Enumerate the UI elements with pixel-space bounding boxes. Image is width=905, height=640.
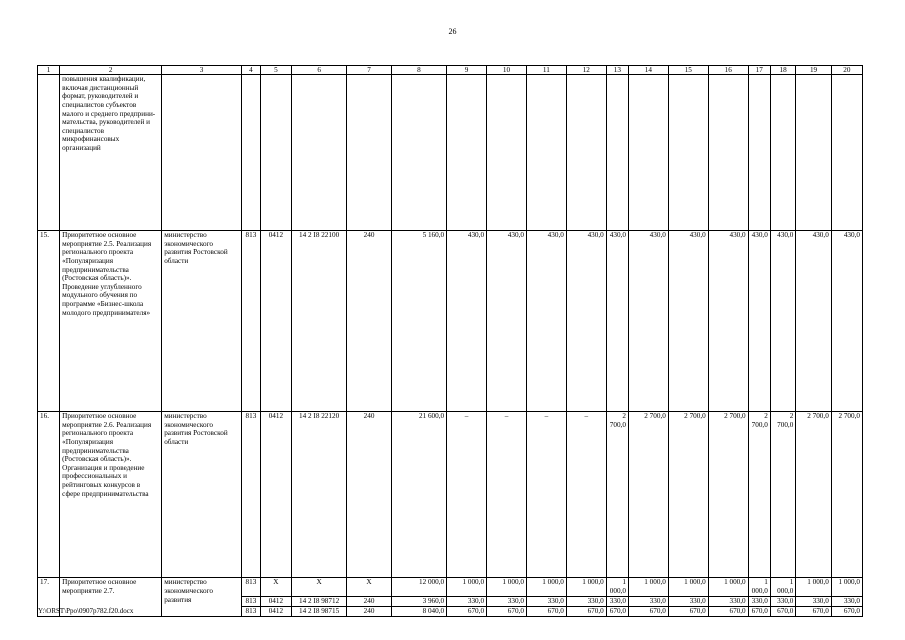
year-amount: 1 000,0 [487,578,527,597]
section-code: 0412 [260,607,291,617]
year-amount: 2 700,0 [668,412,708,578]
gr-code: 813 [242,597,261,607]
activity-description: Приоритетное основное мероприятие 2.5. Реализация регионального проекта «Популяризация предпринимательства (Ростовская область)». Проведение углубленного модульного обучения по программе «Бизнес-школа молодого предпринимателя» [60,231,162,412]
executor: министерство экономического развития Ростовской области [162,231,242,412]
year-amount: 1 000,0 [447,578,487,597]
year-amount: 670,0 [606,607,628,617]
year-amount: – [487,412,527,578]
col-header: 16 [708,66,748,75]
year-amount: 2 700,0 [708,412,748,578]
expense-type: 240 [347,412,391,578]
col-header: 4 [242,66,261,75]
header-row [38,66,863,75]
col-header: 18 [770,66,796,75]
year-amount: 670,0 [526,607,566,617]
col-header: 6 [291,66,346,75]
year-amount: 670,0 [566,607,606,617]
page-number: 26 [448,27,457,36]
year-amount: 330,0 [447,597,487,607]
year-amount: 430,0 [566,231,606,412]
year-amount: 330,0 [628,597,668,607]
empty-cell [391,75,446,231]
activity-description: Приоритетное основное мероприятие 2.7. [60,578,162,617]
total-amount: 5 160,0 [391,231,446,412]
year-amount: 430,0 [526,231,566,412]
row-number-cell [38,75,60,231]
gr-code: 813 [242,231,261,412]
empty-cell [748,75,770,231]
expense-type: X [347,578,391,597]
executor: министерство экономического развития Ростовской области [162,412,242,578]
year-amount: 670,0 [796,607,831,617]
executor: министерство экономического развития [162,578,242,617]
year-amount: 670,0 [668,607,708,617]
year-amount: 1 000,0 [708,578,748,597]
target-code: 14 2 I8 98715 [291,607,346,617]
table-row [38,578,863,597]
empty-cell [260,75,291,231]
gr-code: 813 [242,607,261,617]
year-amount: 330,0 [770,597,796,607]
col-header: 19 [796,66,831,75]
year-amount: 430,0 [708,231,748,412]
year-amount: 2 700,0 [606,412,628,578]
year-amount: 430,0 [831,231,862,412]
year-amount: 670,0 [831,607,862,617]
col-header: 2 [60,66,162,75]
year-amount: 1 000,0 [566,578,606,597]
col-header: 11 [526,66,566,75]
total-amount: 3 960,0 [391,597,446,607]
year-amount: 670,0 [748,607,770,617]
section-code: 0412 [260,597,291,607]
empty-cell [347,75,391,231]
year-amount: 330,0 [526,597,566,607]
table-row [38,412,863,578]
empty-cell [566,75,606,231]
col-header: 12 [566,66,606,75]
year-amount: 430,0 [668,231,708,412]
year-amount: 330,0 [708,597,748,607]
year-amount: – [447,412,487,578]
expense-type: 240 [347,597,391,607]
col-header: 17 [748,66,770,75]
continuation-text: повышения квалификации, включая дистанционный формат, руководителей и специалистов субъектов малого и среднего предприни-мательства, руководителей и специалистов микрофинансовых организаций [60,75,162,231]
empty-cell [291,75,346,231]
table-row [38,231,863,412]
year-amount: 670,0 [447,607,487,617]
year-amount: 430,0 [770,231,796,412]
expense-type: 240 [347,607,391,617]
target-code: 14 2 I8 98712 [291,597,346,607]
col-header: 14 [628,66,668,75]
year-amount: 330,0 [796,597,831,607]
year-amount: – [566,412,606,578]
year-amount: 2 700,0 [748,412,770,578]
year-amount: 670,0 [487,607,527,617]
year-amount: 330,0 [487,597,527,607]
year-amount: 670,0 [708,607,748,617]
year-amount: 1 000,0 [668,578,708,597]
year-amount: 1 000,0 [831,578,862,597]
year-amount: 670,0 [628,607,668,617]
col-header: 3 [162,66,242,75]
empty-cell [447,75,487,231]
year-amount: 1 000,0 [770,578,796,597]
col-header: 20 [831,66,862,75]
section-code: 0412 [260,412,291,578]
target-code: 14 2 I8 22120 [291,412,346,578]
file-path-footer: Y:\ORST\Ppo\0907p782.f20.docx [38,607,134,615]
year-amount: 1 000,0 [526,578,566,597]
col-header: 15 [668,66,708,75]
total-amount: 12 000,0 [391,578,446,597]
year-amount: 430,0 [628,231,668,412]
year-amount: 1 000,0 [606,578,628,597]
row-number: 16. [38,412,60,578]
year-amount: 2 700,0 [770,412,796,578]
year-amount: 330,0 [831,597,862,607]
expense-type: 240 [347,231,391,412]
year-amount: 330,0 [748,597,770,607]
empty-cell [606,75,628,231]
program-table [37,65,863,617]
year-amount: 330,0 [606,597,628,607]
year-amount: 430,0 [606,231,628,412]
col-header: 1 [38,66,60,75]
empty-cell [487,75,527,231]
col-header: 8 [391,66,446,75]
year-amount: 2 700,0 [796,412,831,578]
gr-code: 813 [242,578,261,597]
year-amount: 430,0 [796,231,831,412]
row-number: 15. [38,231,60,412]
section-code: X [260,578,291,597]
empty-cell [708,75,748,231]
empty-cell [796,75,831,231]
section-code: 0412 [260,231,291,412]
gr-code: 813 [242,412,261,578]
continuation-row [38,75,863,231]
year-amount: 430,0 [447,231,487,412]
target-code: 14 2 I8 22100 [291,231,346,412]
col-header: 13 [606,66,628,75]
col-header: 9 [447,66,487,75]
empty-cell [162,75,242,231]
year-amount: 1 000,0 [796,578,831,597]
empty-cell [526,75,566,231]
year-amount: – [526,412,566,578]
year-amount: 2 700,0 [628,412,668,578]
col-header: 10 [487,66,527,75]
total-amount: 21 600,0 [391,412,446,578]
year-amount: 330,0 [566,597,606,607]
year-amount: 2 700,0 [831,412,862,578]
row-number: 17. [38,578,60,617]
col-header: 7 [347,66,391,75]
year-amount: 1 000,0 [628,578,668,597]
year-amount: 330,0 [668,597,708,607]
empty-cell [628,75,668,231]
activity-description: Приоритетное основное мероприятие 2.6. Реализация регионального проекта «Популяризация предпринимательства (Ростовская область)». Организация и проведение профессиональных и рейтинговых конкурсов в сфере предпринимательства [60,412,162,578]
col-header: 5 [260,66,291,75]
year-amount: 430,0 [748,231,770,412]
empty-cell [831,75,862,231]
year-amount: 670,0 [770,607,796,617]
empty-cell [668,75,708,231]
year-amount: 430,0 [487,231,527,412]
empty-cell [242,75,261,231]
empty-cell [770,75,796,231]
year-amount: 1 000,0 [748,578,770,597]
target-code: X [291,578,346,597]
total-amount: 8 040,0 [391,607,446,617]
